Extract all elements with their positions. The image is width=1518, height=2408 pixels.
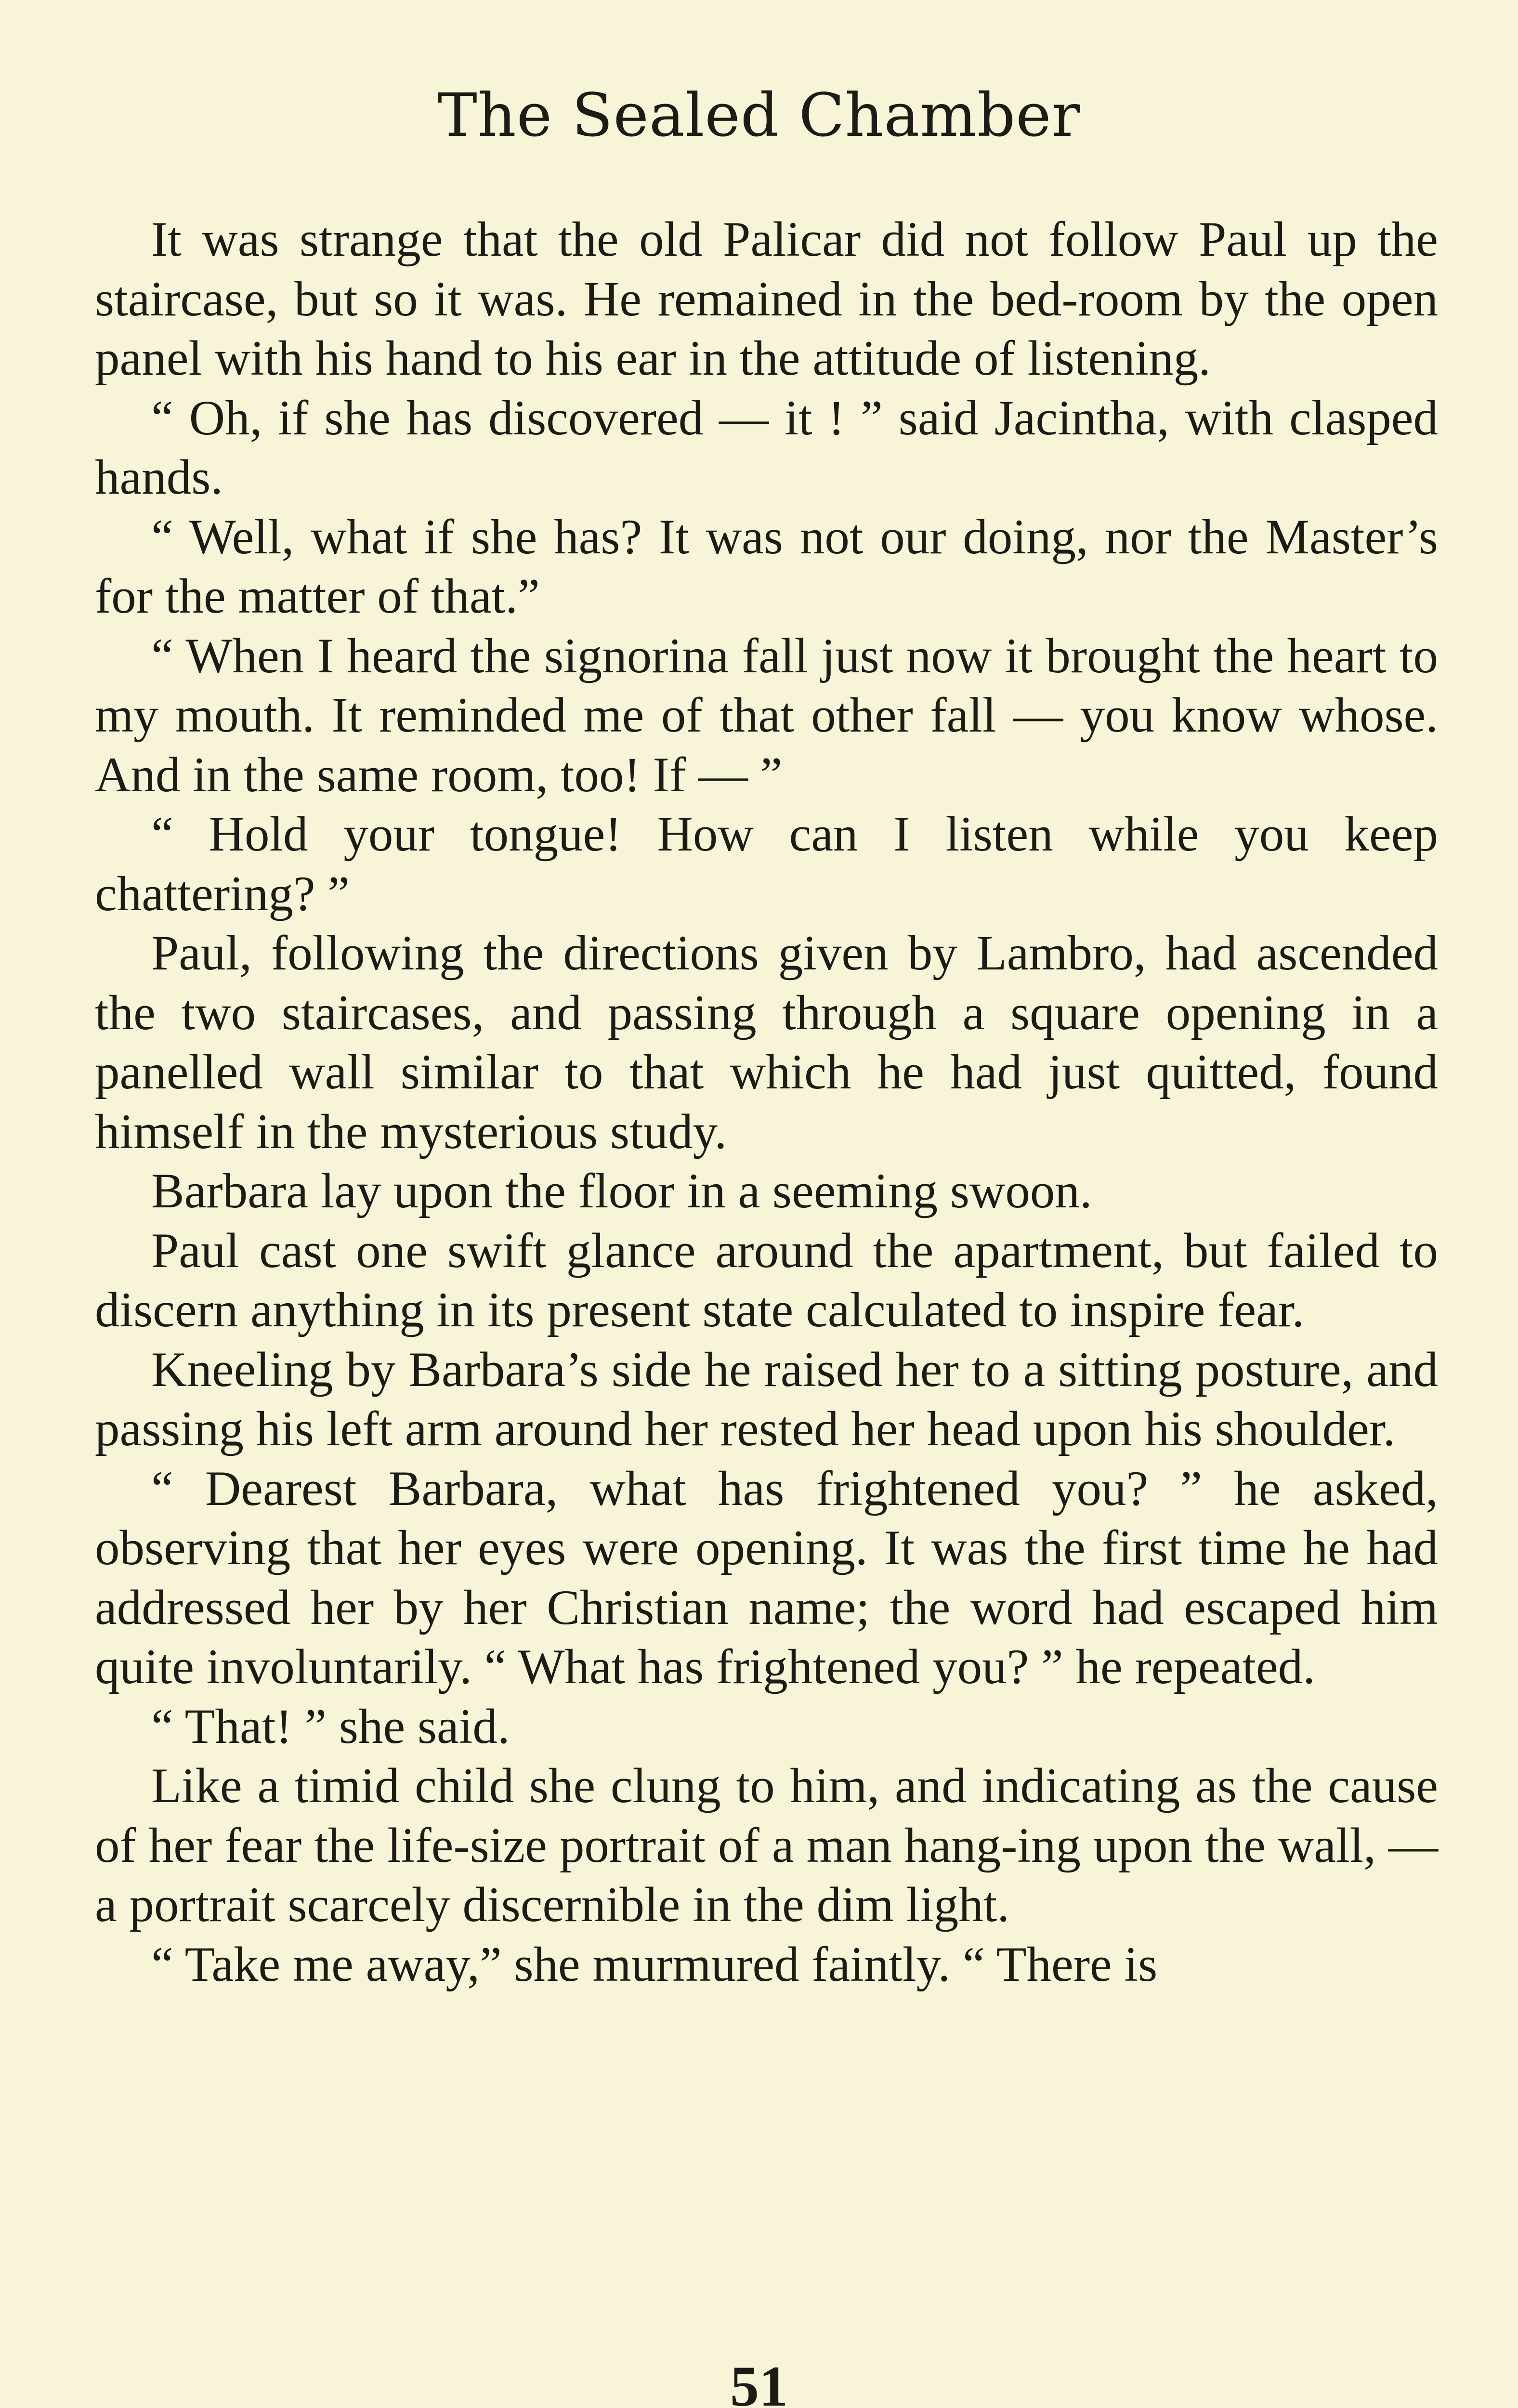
paragraph: “ Oh, if she has discovered — it ! ” said Jacintha, with clasped hands.: [95, 390, 1438, 505]
paragraph: It was strange that the old Palicar did not follow Paul up the staircase, but so it was. He remained in the bed-room by the open panel with his hand to his ear in the attitude of listening.: [95, 212, 1438, 386]
paragraph: “ Take me away,” she murmured faintly. “ There is: [151, 1937, 1158, 1992]
page-title: The Sealed Chamber: [437, 81, 1081, 150]
paragraph: “ Hold your tongue! How can I listen while you keep chattering? ”: [95, 807, 1438, 921]
paragraph: “ When I heard the signorina fall just now it brought the heart to my mouth. It reminded me of that other fall — you know whose. And in the same room, too! If — ”: [95, 628, 1438, 802]
paragraph: “ That! ” she said.: [151, 1699, 510, 1754]
page-number: 51: [730, 2354, 788, 2408]
paragraph: Kneeling by Barbara’s side he raised her to a sitting posture, and passing his left arm around her rested her head upon his shoulder.: [95, 1342, 1438, 1456]
paragraph: Barbara lay upon the floor in a seeming swoon.: [151, 1164, 1092, 1218]
paragraph: Paul cast one swift glance around the apartment, but failed to discern anything in its present state calculated to inspire fear.: [95, 1223, 1438, 1337]
paragraph: Paul, following the directions given by Lambro, had ascended the two staircases, and passing through a square opening in a panelled wall similar to that which he had just quitted, found himself in the mysterious study.: [95, 926, 1438, 1159]
paragraph: Like a timid child she clung to him, and indicating as the cause of her fear the life-size portrait of a man hang-ing upon the wall, — a portrait scarcely discernible in the dim light.: [95, 1758, 1438, 1932]
paragraph: “ Dearest Barbara, what has frightened you? ” he asked, observing that her eyes were opening. It was the first time he had addressed her by her Christian name; the word had escaped him quite involuntarily. “ What has frightened you? ” he repeated.: [95, 1461, 1438, 1694]
paragraph: “ Well, what if she has? It was not our doing, nor the Master’s for the matter of that.”: [95, 509, 1438, 624]
body-text: [95, 210, 1438, 1994]
